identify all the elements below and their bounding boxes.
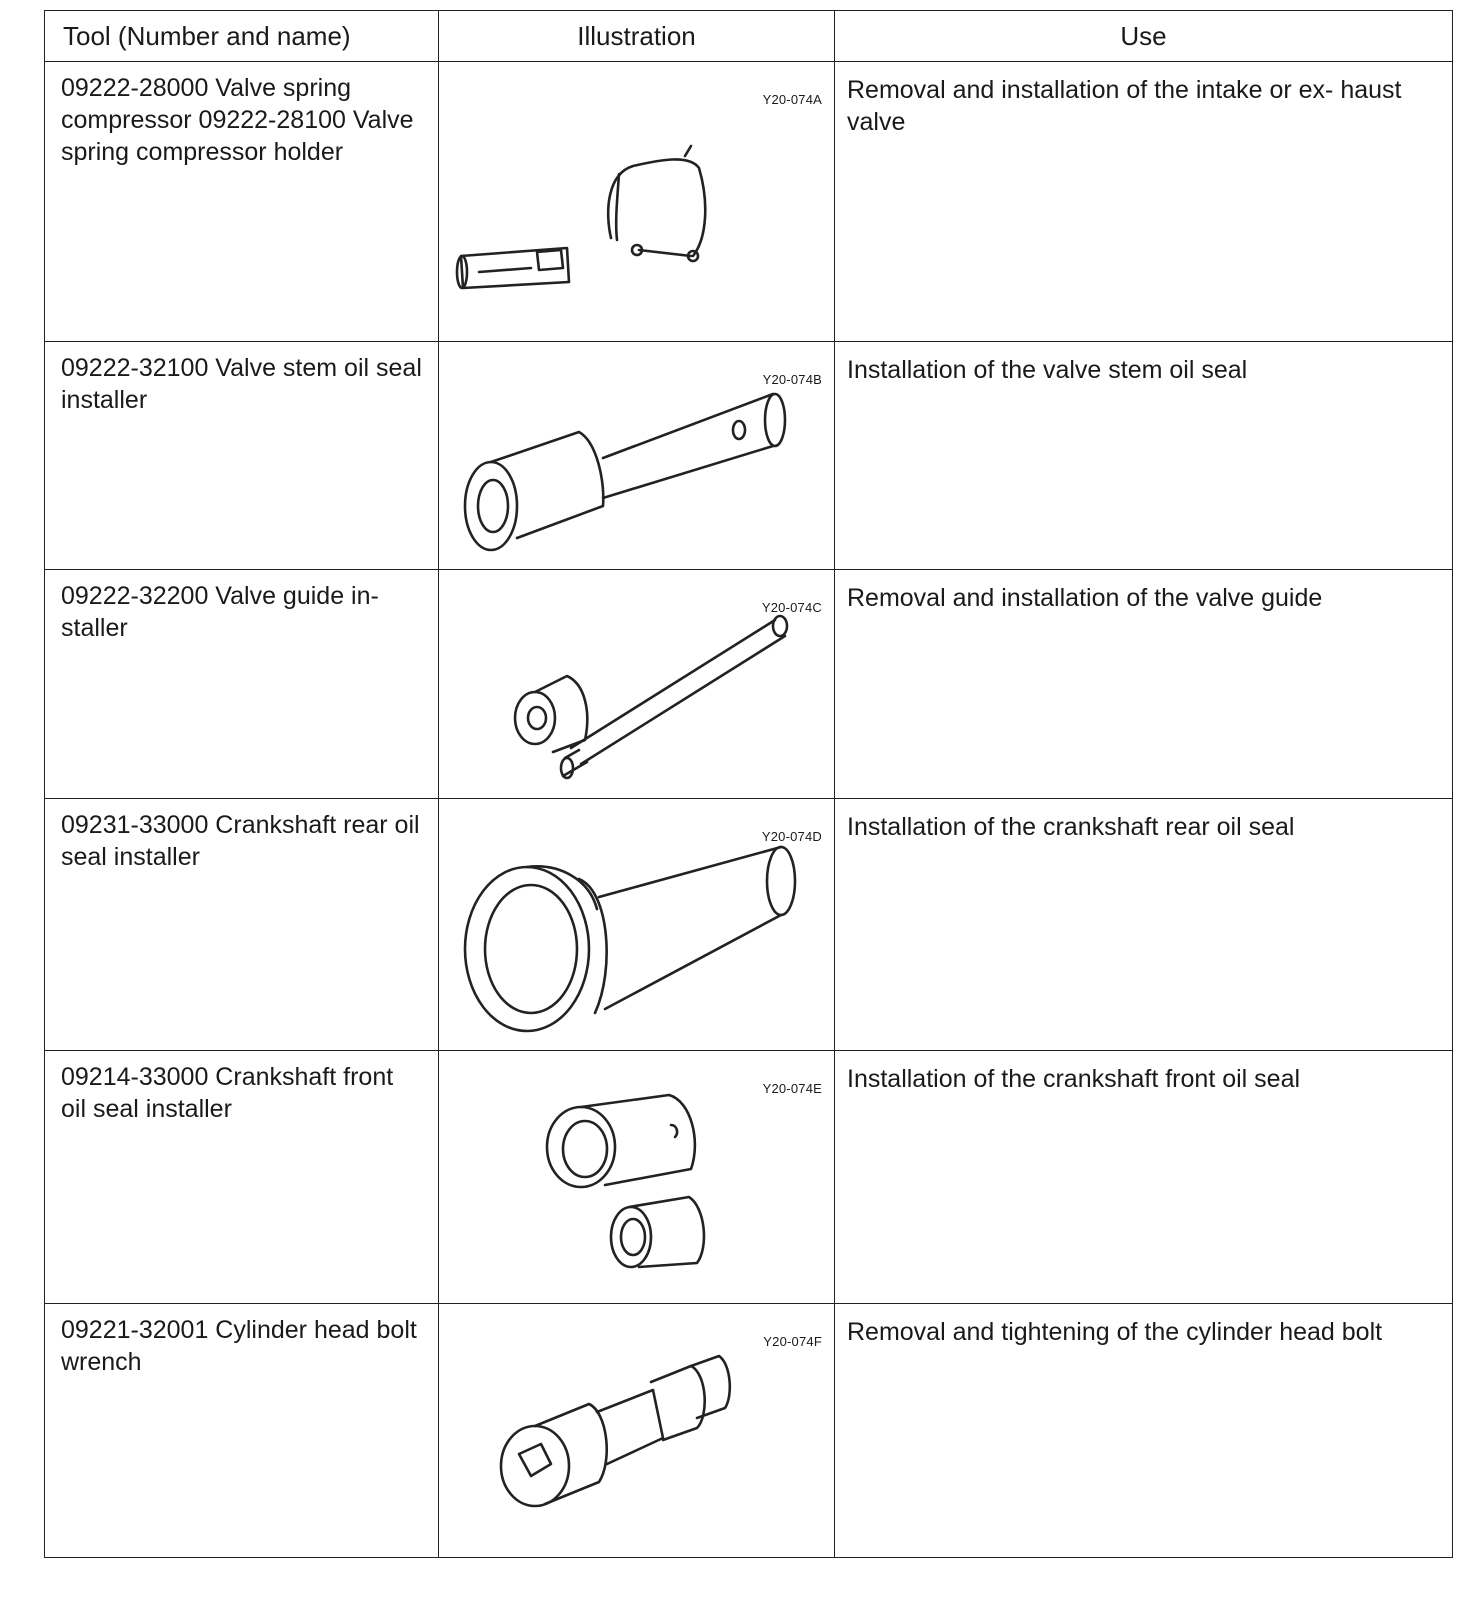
figure-code: Y20-074A <box>762 92 822 107</box>
valve-guide-installer-drawing <box>439 570 833 799</box>
table-row <box>45 570 1453 799</box>
tool-name: 09231-33000 Crankshaft rear oil seal installer <box>45 799 439 1051</box>
figure-code: Y20-074E <box>762 1081 822 1096</box>
tool-use: Removal and tightening of the cylinder head bolt <box>835 1304 1453 1558</box>
illustration-cell <box>439 1051 835 1304</box>
valve-spring-compressor-drawing <box>439 62 833 342</box>
cylinder-head-bolt-wrench-drawing <box>439 1304 833 1558</box>
illustration-cell <box>439 62 835 342</box>
illustration-cell <box>439 342 835 570</box>
tool-use: Removal and installation of the intake or ex- haust valve <box>835 62 1453 342</box>
special-tools-table <box>44 10 1453 1558</box>
tool-use: Installation of the crankshaft rear oil seal <box>835 799 1453 1051</box>
tool-name: 09222-32100 Valve stem oil seal installer <box>45 342 439 570</box>
table-row <box>45 342 1453 570</box>
table-row <box>45 1051 1453 1304</box>
tool-name: 09221-32001 Cylinder head bolt wrench <box>45 1304 439 1558</box>
header-use: Use <box>835 11 1453 62</box>
valve-stem-oil-seal-installer-drawing <box>439 342 833 570</box>
illustration-cell <box>439 570 835 799</box>
tool-use: Installation of the crankshaft front oil seal <box>835 1051 1453 1304</box>
tool-use: Installation of the valve stem oil seal <box>835 342 1453 570</box>
illustration-cell <box>439 1304 835 1558</box>
tool-name: 09222-32200 Valve guide in- staller <box>45 570 439 799</box>
table-row <box>45 1304 1453 1558</box>
figure-code: Y20-074F <box>763 1334 822 1349</box>
tool-use: Removal and installation of the valve guide <box>835 570 1453 799</box>
table-row <box>45 62 1453 342</box>
figure-code: Y20-074D <box>761 829 822 844</box>
tool-name: 09222-28000 Valve spring compressor 09222-28100 Valve spring compressor holder <box>45 62 439 342</box>
special-tools-table-page <box>44 10 1452 1558</box>
tool-name: 09214-33000 Crankshaft front oil seal installer <box>45 1051 439 1304</box>
figure-code: Y20-074B <box>762 372 822 387</box>
table-row <box>45 799 1453 1051</box>
crankshaft-rear-oil-seal-installer-drawing <box>439 799 833 1051</box>
header-illustration: Illustration <box>439 11 835 62</box>
figure-code: Y20-074C <box>761 600 822 615</box>
table-header-row <box>45 11 1453 62</box>
crankshaft-front-oil-seal-installer-drawing <box>439 1051 833 1304</box>
header-tool: Tool (Number and name) <box>45 11 439 62</box>
illustration-cell <box>439 799 835 1051</box>
